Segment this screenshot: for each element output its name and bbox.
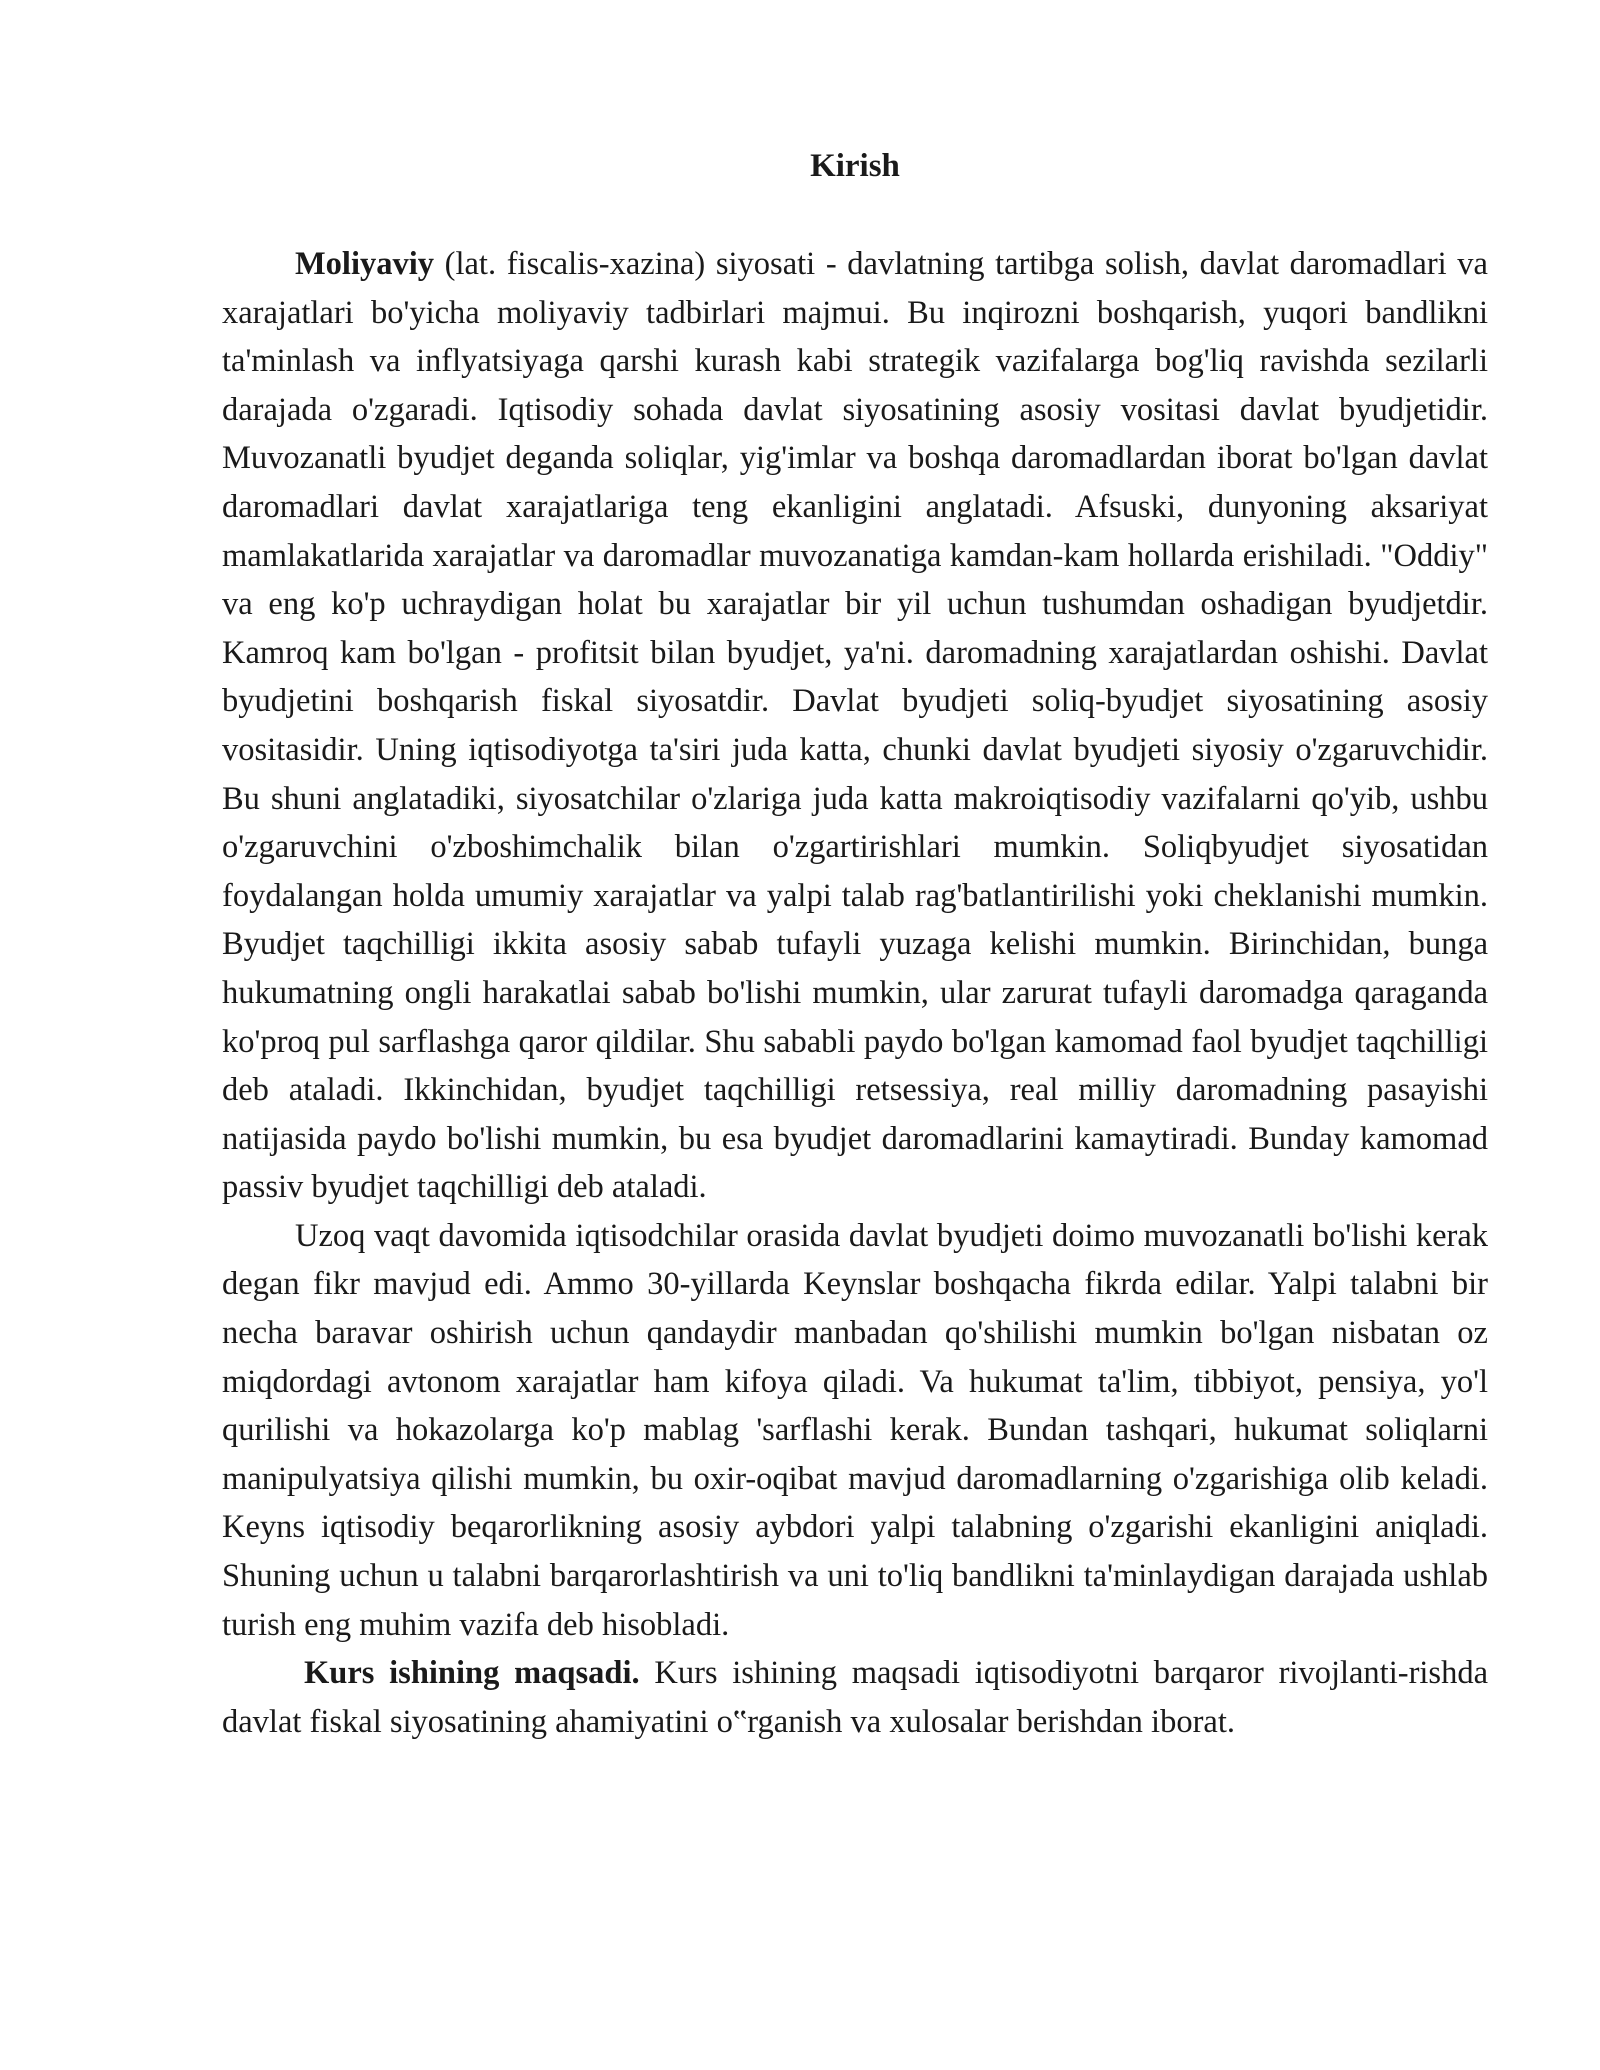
paragraph-goal [222,1649,1488,1746]
page-title: Kirish [810,148,900,184]
paragraph-goal-lead: Kurs ishining maqsadi. [304,1655,640,1692]
paragraph-intro-lead: Moliyaviy [295,246,435,282]
document-body [222,142,1488,1746]
paragraph-intro [222,240,1488,1212]
paragraph-keynes-text: Uzoq vaqt davomida iqtisodchilar orasida davlat byudjeti doimo muvozanatli bo'lishi kerak degan fikr mavjud edi. Ammo 30-yillarda Keynslar boshqacha fikrda edilar. Yalpi talabni bir necha baravar oshirish uchun qandaydir manbadan qo'shilishi mumkin bo'lgan nisbatan oz miqdordagi avtonom xarajatlar ham kifoya qiladi. Va hukumat ta'lim, tibbiyot, pensiya, yo'l qurilishi va hokazolarga ko'p mablag 'sarflashi kerak. Bundan tashqari, hukumat soliqlarni manipulyatsiya qilishi mumkin, bu oxir-oqibat mavjud daromadlarning o'zgarishiga olib keladi. Keyns iqtisodiy beqarorlikning asosiy aybdori yalpi talabning o'zgarishi ekanligini aniqladi. Shuning uchun u talabni barqarorlashtirish va uni to'liq bandlikni ta'minlaydigan darajada ushlab turish eng muhim vazifa deb hisobladi. [222,1217,1488,1643]
paragraph-goal-text: Kurs ishining maqsadi iqtisodiyotni barqaror rivojlanti-rishda davlat fiskal siyosatining ahamiyatini o‟rganish va xulosalar berishdan iborat. [222,1655,1488,1740]
paragraph-intro-text: (lat. fiscalis-xazina) siyosati - davlatning tartibga solish, davlat daromadlari va xarajatlari bo'yicha moliyaviy tadbirlari majmui. Bu inqirozni boshqarish, yuqori bandlikni ta'minlash va inflyatsiyaga qarshi kurash kabi strategik vazifalarga bog'liq ravishda sezilarli darajada o'zgaradi. Iqtisodiy sohada davlat siyosatining asosiy vositasi davlat byudjetidir. Muvozanatli byudjet deganda soliqlar, yig'imlar va boshqa daromadlardan iborat bo'lgan davlat daromadlari davlat xarajatlariga teng ekanligini anglatadi. Afsuski, dunyoning aksariyat mamlakatlarida xarajatlar va daromadlar muvozanatiga kamdan-kam hollarda erishiladi. "Oddiy" va eng ko'p uchraydigan holat bu xarajatlar bir yil uchun tushumdan oshadigan byudjetdir. Kamroq kam bo'lgan - profitsit bilan byudjet, ya'ni. daromadning xarajatlardan oshishi. Davlat byudjetini boshqarish fiskal siyosatdir. Davlat byudjeti soliq-byudjet siyosatining asosiy vositasidir. Uning iqtisodiyotga ta'siri juda katta, chunki davlat byudjeti siyosiy o'zgaruvchidir. Bu shuni anglatadiki, siyosatchilar o'zlariga juda katta makroiqtisodiy vazifalarni qo'yib, ushbu o'zgaruvchini o'zboshimchalik bilan o'zgartirishlari mumkin. Soliqbyudjet siyosatidan foydalangan holda umumiy xarajatlar va yalpi talab rag'batlantirilishi yoki cheklanishi mumkin. Byudjet taqchilligi ikkita asosiy sabab tufayli yuzaga kelishi mumkin. Birinchidan, bunga hukumatning ongli harakatlai sabab bo'lishi mumkin, ular zarurat tufayli daromadga qaraganda ko'proq pul sarflashga qaror qildilar. Shu sababli paydo bo'lgan kamomad faol byudjet taqchilligi deb ataladi. Ikkinchidan, byudjet taqchilligi retsessiya, real milliy daromadning pasayishi natijasida paydo bo'lishi mumkin, bu esa byudjet daromadlarini kamaytiradi. Bunday kamomad passiv byudjet taqchilligi deb ataladi. [222,246,1488,1206]
paragraph-keynes [222,1212,1488,1649]
